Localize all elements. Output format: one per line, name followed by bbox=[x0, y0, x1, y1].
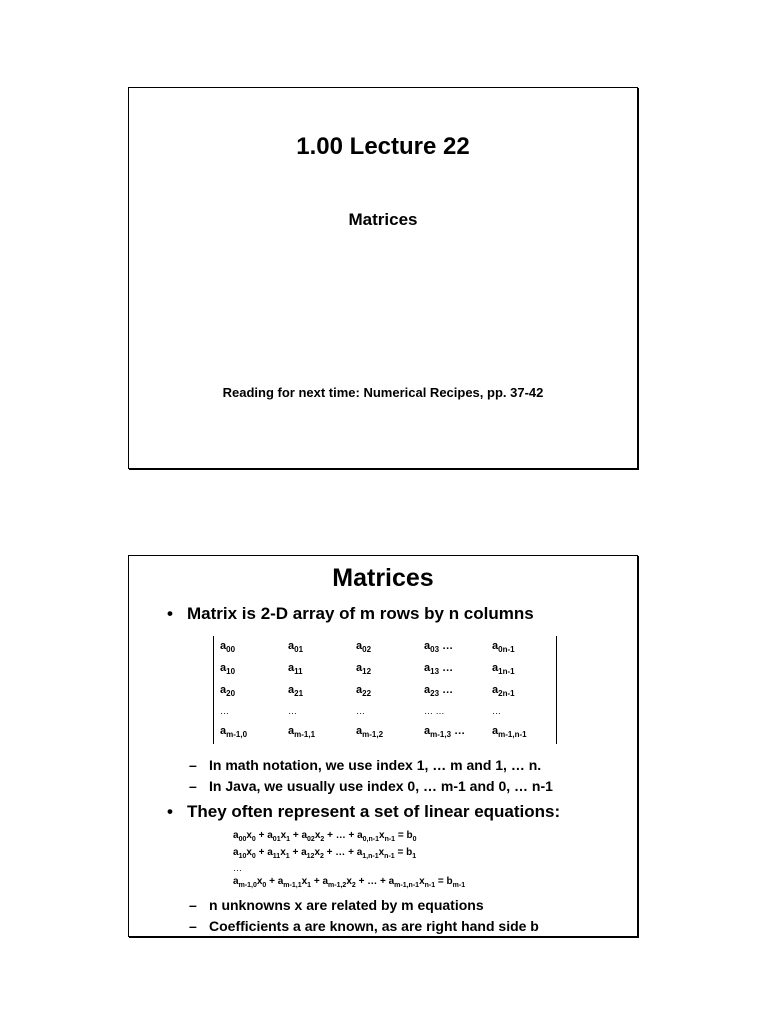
matrix-cell: $a_{13}$ … bbox=[424, 662, 454, 677]
matrix-cell: $a_{2n-1}$ bbox=[492, 684, 515, 699]
matrix-cell: $a_{03}$ … bbox=[424, 640, 454, 655]
matrix-cell: … bbox=[356, 706, 365, 716]
matrix-cell: $a_{21}$ bbox=[288, 684, 304, 699]
matrix-cell: $a_{m-1,n-1}$ bbox=[492, 725, 527, 740]
matrix-cell: $a_{m-1,1}$ bbox=[288, 725, 316, 740]
matrix-cell: … … bbox=[424, 706, 445, 716]
slide-1-title: 1.00 Lecture 22 bbox=[296, 133, 470, 160]
bullet-dot: • bbox=[167, 802, 173, 821]
matrix-cell: $a_{23}$ … bbox=[424, 684, 454, 699]
sub-item-math-notation: – In math notation, we use index 1, … m and 1, … n. bbox=[189, 757, 542, 773]
matrix-cell: … bbox=[492, 706, 501, 716]
matrix-display bbox=[213, 636, 557, 744]
matrix-cell: $a_{10}$ bbox=[220, 662, 236, 677]
matrix-cell: … bbox=[220, 706, 229, 716]
matrix-cell: $a_{1n-1}$ bbox=[492, 662, 515, 677]
matrix-cell: $a_{m-1,3}$ … bbox=[424, 725, 466, 740]
matrix-cell: $a_{00}$ bbox=[220, 640, 236, 655]
bullet-dot: • bbox=[167, 604, 173, 623]
matrix-cell: … bbox=[288, 706, 297, 716]
slide-1-reading-note: Reading for next time: Numerical Recipes, pp. 37-42 bbox=[222, 385, 544, 400]
matrix-cell: $a_{20}$ bbox=[220, 684, 236, 699]
slide-1 bbox=[128, 87, 638, 469]
sub-item-unknowns: – n unknowns x are related by m equations bbox=[189, 897, 484, 913]
bullet-matrix-definition: • Matrix is 2-D array of m rows by n columns bbox=[167, 604, 534, 623]
matrix-cell: $a_{12}$ bbox=[356, 662, 372, 677]
matrix-cell: $a_{02}$ bbox=[356, 640, 372, 655]
sub-item-java-index: – In Java, we usually use index 0, … m-1 and 0, … n-1 bbox=[189, 778, 553, 794]
equation-row-1: $a_{10}x_0 + a_{11}x_1 + a_{12}x_2$ + … + $a_{1,n-1}x_{n-1} = b_1$ bbox=[233, 847, 417, 860]
sub-item-coefficients: – Coefficients a are known, as are right hand side b bbox=[189, 918, 539, 934]
equation-row-0: $a_{00}x_0 + a_{01}x_1 + a_{02}x_2$ + … + $a_{0,n-1}x_{n-1} = b_0$ bbox=[233, 830, 417, 843]
matrix-cell: $a_{0n-1}$ bbox=[492, 640, 515, 655]
slide-2 bbox=[128, 555, 638, 937]
equation-ellipsis: … bbox=[233, 863, 242, 873]
bullet-linear-equations: • They often represent a set of linear equations: bbox=[167, 802, 561, 821]
matrix-cell: $a_{01}$ bbox=[288, 640, 304, 655]
equation-row-last: $a_{m-1,0}x_0 + a_{m-1,1}x_1 + a_{m-1,2}x_2$ + … + $a_{m-1,n-1}x_{n-1} = b_{m-1}$ bbox=[233, 876, 466, 889]
matrix-cell: $a_{11}$ bbox=[288, 662, 303, 677]
slide-2-title: Matrices bbox=[332, 564, 434, 592]
slide-1-subtitle: Matrices bbox=[348, 210, 418, 229]
matrix-cell: $a_{m-1,0}$ bbox=[220, 725, 248, 740]
matrix-cell: $a_{m-1,2}$ bbox=[356, 725, 384, 740]
matrix-cell: $a_{22}$ bbox=[356, 684, 372, 699]
